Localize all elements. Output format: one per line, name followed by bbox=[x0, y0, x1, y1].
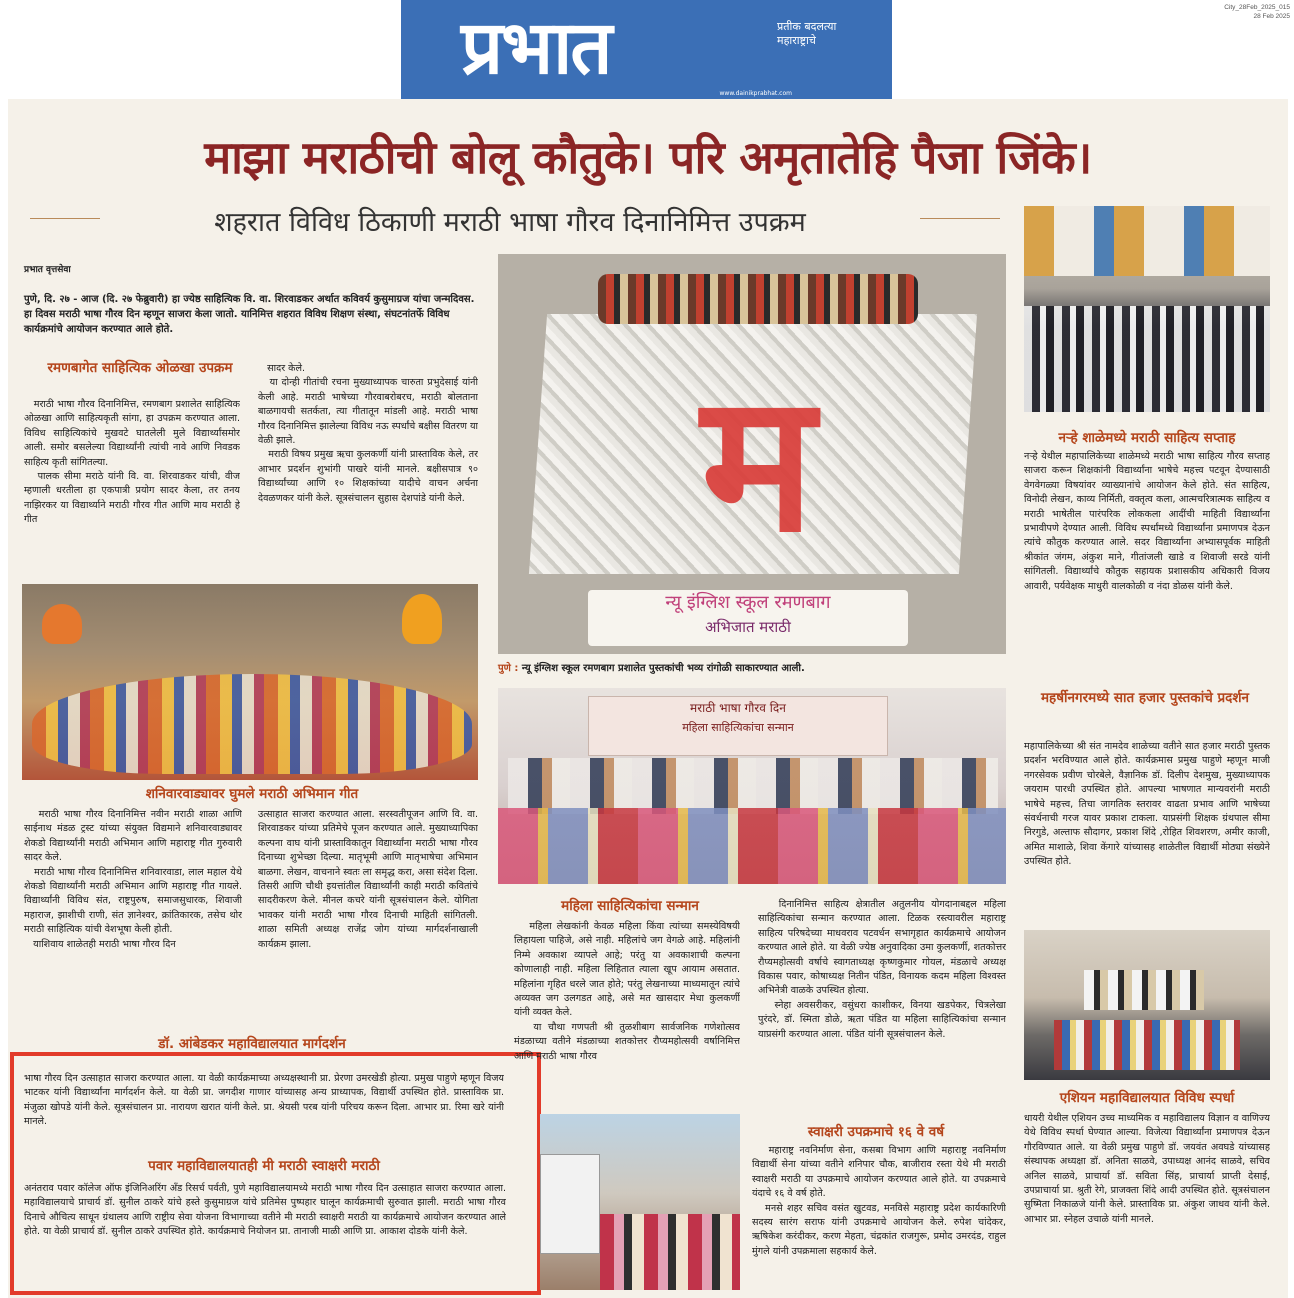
paragraph: मराठी भाषा गौरव दिनानिमित्त शनिवारवाडा, लाल महाल येथे शेकडो विद्यार्थ्यांनी मराठी अभिमान आणि महाराष्ट्र गीत गायले. विद्यार्थ्यांनी विविध संत, राष्ट्रपुरुष, समाजसुधारक, शिवाजी महाराज, झाशीची राणी, संत ज्ञानेश्वर, क्रांतिकारक, तसेच थोर मराठी साहित्यिक यांची वेशभूषा केली होती. bbox=[24, 866, 242, 936]
heading-nanhe: नऱ्हे शाळेमध्ये मराठी साहित्य सप्ताह bbox=[1058, 430, 1236, 446]
paragraph: याशिवाय शाळेतही मराठी भाषा गौरव दिन bbox=[24, 938, 176, 950]
banner-line1: न्यू इंग्लिश स्कूल रमणबाग bbox=[665, 592, 831, 613]
event-banner-top: मराठी भाषा गौरव दिन bbox=[690, 701, 786, 715]
byline: प्रभात वृत्तसेवा bbox=[24, 265, 71, 275]
guests-row bbox=[1084, 970, 1204, 1010]
paragraph: या दोन्ही गीतांची रचना मुख्याध्यापक चारुता प्रभुदेसाई यांनी केली आहे. मराठी भाषेच्या गौरवाबरोबरच, मराठी बोलताना बाळगायची सतर्कता, त्या गीतातून मांडली आहे. मराठी भाषा गौरव दिनानिमित्त झालेल्या विविध नऊ स्पर्धांचे बक्षीस वितरण या वेळी झाले. bbox=[258, 377, 478, 447]
heading-ramanbag: रमणबागेत साहित्यिक ओळखा उपक्रम bbox=[47, 360, 233, 376]
heading-mahila: महिला साहित्यिकांचा सन्मान bbox=[561, 898, 699, 914]
paragraph: सादर केले. bbox=[258, 363, 306, 374]
shaniwarwada-col2: उत्साहात साजरा करण्यात आला. सरस्वतीपूजन आणि वि. वा. शिरवाडकर यांच्या प्रतिमेचे पूजन करण्यात आले. मुख्याध्यापिका कल्पना वाघ यांनी प्रास्ताविकातून विद्यार्थ्यांना मराठी भाषा गौरव दिनाच्या शुभेच्छा दिल्या. मातृभूमी आणि मातृभाषेचा अभिमान बाळगा. लेखन, वाचनाने स्वतः ला समृद्ध करा, असा संदेश दिला. तिसरी आणि चौथी इयत्तांतील विद्यार्थ्यांनी काही मराठी कवितांचे सादरीकरण केले. मीनल कचरे यांनी सूत्रसंचालन केले. योगिता भावकर यांनी मराठी भाषा गौरव दिनाची माहिती सांगितली. शाळा समिती अध्यक्ष राजेंद्र जोग यांच्या मार्गदर्शनाखाली कार्यक्रम झाला. bbox=[258, 809, 478, 950]
student-group bbox=[32, 674, 472, 774]
nanhe-school-photo bbox=[1024, 206, 1270, 412]
paragraph: मराठी विषय प्रमुख ऋचा कुलकर्णी यांनी प्रास्ताविक केले, तर आभार प्रदर्शन शुभांगी पाखरे यांनी मानले. बक्षीसपात्र ९० विद्यार्थ्यांच्या आणि १० शिक्षकांच्या यादीचे वाचन अर्चना देवळणकर यांनी केले. सूत्रसंचालन सुहास देशपांडे यांनी केले. bbox=[258, 449, 478, 504]
ramanbag-col1 bbox=[24, 398, 240, 578]
mahila-event-photo bbox=[498, 688, 1006, 884]
heading-ambedkar: डॉ. आंबेडकर महाविद्यालयात मार्गदर्शन bbox=[158, 1036, 346, 1052]
ambedkar-body: भाषा गौरव दिन उत्साहात साजरा करण्यात आला. या वेळी कार्यक्रमाच्या अध्यक्षस्थानी प्रा. प्रेरणा उमरखेडी होत्या. प्रमुख पाहुणे म्हणून विजय भाटकर यांनी विद्यार्थ्यांना मार्गदर्शन केले. या वेळी प्रा. जगदीश गाणार यांच्यासह अन्य प्राध्यापक, विद्यार्थी उपस्थित होते. प्रास्ताविक प्रा. मंजुळा खोपडे यांनी केले. सूत्रसंचालन प्रा. नारायण खरात यांनी केले. प्रा. श्रेयसी परब यांनी परिचय करून दिला. आभार प्रा. रिमा खरे यांनी मानले. bbox=[24, 1073, 504, 1128]
heading-swakshari: स्वाक्षरी उपक्रमाचे १६ वे वर्ष bbox=[807, 1124, 945, 1140]
maharshi-body: महापालिकेच्या श्री संत नामदेव शाळेच्या वतीने सात हजार मराठी पुस्तक प्रदर्शन भरविण्यात आले होते. कार्यक्रमास प्रमुख पाहुणे म्हणून माजी नगरसेवक प्रवीण चोरबेले, वैज्ञानिक डॉ. दिलीप देशमुख, मुख्याध्यापक जयराम पारधी उपस्थित होते. आपल्या भाषणात मान्यवरांनी मराठी भाषेचे महत्त्व, तिचा जागतिक स्तरावर वाढता प्रभाव आणि भाषेच्या संवर्धनाची गरज यावर प्रकाश टाकला. याप्रसंगी शिक्षक ग्रंथपाल सीमा निरगुडे, अल्ताफ सौदागर, प्रकाश शिंदे ,रोहित शिवशरण, अमीर काजी, अमित माशाळे, शिवा केंगारे यांच्यासह शाळेतील विद्यार्थी मोठ्या संख्येने उपस्थित होते. bbox=[1024, 741, 1270, 868]
paragraph: पालक सीमा मराठे यांनी वि. वा. शिरवाडकर यांची, वीज म्हणाली धरतीला हा एकपात्री प्रयोग सादर केला, तर तनय नाझिरकर या विद्यार्थ्याने मराठी गौरव गीत आणि माय मराठी हे गीत bbox=[24, 471, 240, 526]
intro-paragraph: पुणे, दि. २७ - आज (दि. २७ फेब्रुवारी) हा ज्येष्ठ साहित्यिक वि. वा. शिरवाडकर अर्थात कविवर्य कुसुमाग्रज यांचा जन्मदिवस. हा दिवस मराठी भाषा गौरव दिन म्हणून साजरा केला जातो. यानिमित्त शहरात विविध शिक्षण संस्था, संघटनांतर्फे विविध कार्यक्रमांचे आयोजन करण्यात आले होते. bbox=[24, 294, 475, 335]
caption-place: पुणे : bbox=[498, 663, 519, 674]
paragraph: मराठी भाषा गौरव दिनानिमित्त नवीन मराठी शाळा आणि साईनाथ मंडळ ट्रस्ट यांच्या संयुक्त विद्यमाने शनिवारवाड्यावर शेकडो विद्यार्थ्यांनी मराठी अभिमान आणि महाराष्ट्र गीत गुरुवारी सादर केले. bbox=[24, 809, 242, 864]
masthead-title: प्रभात bbox=[461, 5, 611, 91]
flag-icon bbox=[42, 604, 82, 644]
book-stalls bbox=[1054, 1020, 1240, 1070]
seated-honorees bbox=[498, 808, 1006, 884]
signature-board bbox=[540, 1154, 600, 1254]
rangoli-photo bbox=[498, 254, 1006, 654]
main-headline: माझा मराठीची बोलू कौतुके। परि अमृतातेहि पैजा जिंके। bbox=[204, 131, 1092, 184]
mahila-col2 bbox=[758, 898, 1006, 1108]
highlight-box bbox=[10, 1052, 541, 1295]
paragraph: या चौथा गणपती श्री तुळशीबाग सार्वजनिक गणेशोत्सव मंडळाच्या वतीने मंडळाच्या शतकोत्तर रौप्यमहोत्सवी वर्षानिमित्त आणि मराठी भाषा गौरव bbox=[514, 1021, 740, 1062]
main-photo-caption bbox=[498, 660, 1006, 674]
heading-pawar: पवार महाविद्यालयातही मी मराठी स्वाक्षरी मराठी bbox=[148, 1158, 380, 1174]
banner-line2: अभिजात मराठी bbox=[705, 618, 791, 636]
shaniwarwada-col1 bbox=[24, 808, 242, 1026]
rangoli-banner bbox=[588, 590, 908, 646]
caption-text: न्यू इंग्लिश स्कूल रमणबाग प्रशालेत पुस्तकांची भव्य रांगोळी साकारण्यात आली. bbox=[521, 663, 805, 674]
masthead-tagline: प्रतीक बदलत्या महाराष्ट्राचे bbox=[777, 20, 837, 47]
paragraph: मनसे शहर सचिव वसंत खुटवड, मनविसे महाराष्ट्र प्रदेश कार्यकारिणी सदस्य सारंग सराफ यांनी उपक्रमाचे आयोजन केले. रुपेश चांदेकर, ऋषिकेश करंदीकर, करण मेहता, चंद्रकांत राजगुरू, प्रमोद उमरदंड, राहुल मुंगले यांनी उपक्रमाला सहकार्य केले. bbox=[752, 1202, 1006, 1257]
swakshari-body bbox=[752, 1144, 1006, 1286]
paragraph: महाराष्ट्र नवनिर्माण सेना, कसबा विभाग आणि महाराष्ट्र नवनिर्माण विद्यार्थी सेना यांच्या वतीने शनिपार चौक, बाजीराव रस्ता येथे मी मराठी स्वाक्षरी मराठी या उपक्रमाचे आयोजन करण्यात आले होते. या उपक्रमाचे यंदाचे १६ वे वर्ष होते. bbox=[752, 1145, 1006, 1200]
nanhe-body: नऱ्हे येथील महापालिकेच्या शाळेमध्ये मराठी भाषा साहित्य गौरव सप्ताह साजरा करून शिक्षकांनी विद्यार्थ्यांना भाषेचे महत्त्व पटवून देण्यासाठी वेगवेगळ्या विषयांवर व्याख्यानांचे आयोजन केले होते. संत साहित्य, विनोदी लेखन, काव्य निर्मिती, वक्तृत्व कला, आत्मचरित्रात्मक साहित्य व मराठी भाषेतील पारंपरिक लोककला आदींची माहिती विद्यार्थ्यांना प्रभावीपणे देण्यात आली. विविध स्पर्धांमध्ये विद्यार्थ्यांना प्रमाणपत्र देऊन त्यांचे कौतुक करण्यात आले. सदर विद्यार्थ्यांना अभ्यासपूर्वक माहिती श्रीकांत जंगम, अंकुश माने, गीतांजली खाडे व शिवाजी सरडे यांनी सांगितली. विद्यार्थ्यांचे कौतुक सहायक प्रशासकीय अधिकारी विजय आवारी, पर्यवेक्षक माधुरी वालकोळी व नंदा डोळस यांनी केले. bbox=[1024, 451, 1270, 592]
masthead bbox=[401, 0, 892, 99]
rangoli-letter: म bbox=[701, 353, 815, 574]
teachers-group bbox=[598, 274, 918, 324]
heading-asian: एशियन महाविद्यालयात विविध स्पर्धा bbox=[1059, 1090, 1235, 1106]
paragraph: दिनानिमित्त साहित्य क्षेत्रातील अतुलनीय योगदानाबद्दल महिला साहित्यिकांचा सन्मान करण्यात आला. टिळक रस्त्यावरील महाराष्ट्र साहित्य परिषदेच्या माधवराव पटवर्धन सभागृहात कार्यक्रमाचे आयोजन करण्यात आले होते. या वेळी ज्येष्ठ अनुवादिका उमा कुलकर्णी, शतकोत्तर रौप्यमहोत्सवी वर्षाचे स्वागताध्यक्ष कृष्णकुमार गोयल, मंडळाचे अध्यक्ष विकास पवार, कोषाध्यक्ष नितीन पंडित, विनायक कदम महिला विश्वस्त अभिनेत्री वाळके उपस्थित होत्या. bbox=[758, 899, 1006, 997]
school-wall bbox=[1024, 206, 1270, 276]
edition-date: 28 Feb 2025 bbox=[1253, 13, 1290, 20]
masthead-website: www.dainikprabhat.com bbox=[719, 90, 792, 97]
paragraph: मराठी भाषा गौरव दिनानिमित्त, रमणबाग प्रशालेत साहित्यिक ओळखा आणि साहित्यकृती सांगा, हा उपक्रम करण्यात आला. विविध साहित्यिकांचे मुखवटे घातलेली मुले विद्यार्थ्यांसमोर आली. समोर बसलेल्या विद्यार्थ्यांनी त्यांची नावे आणि निवडक साहित्य कृती सांगितल्या. bbox=[24, 399, 240, 468]
edition-code: City_28Feb_2025_015 bbox=[1224, 4, 1290, 11]
paragraph: स्नेहा अवसरीकर, वसुंधरा काशीकर, विनया खडपेकर, चित्रलेखा पुरंदरे, डॉ. स्मिता डोळे, ऋता पंडित या महिला साहित्यिकांचा सन्मान याप्रसंगी करण्यात आला. पंडित यांनी सूत्रसंचालन केले. bbox=[758, 999, 1006, 1040]
asian-body: धायरी येथील एशियन उच्च माध्यमिक व महाविद्यालय विज्ञान व वाणिज्य येथे विविध स्पर्धा घेण्यात आल्या. विजेत्या विद्यार्थ्यांना प्रमाणपत्र देऊन गौरविण्यात आले. या वेळी प्रमुख पाहुणे डॉ. जयवंत अवघडे यांच्यासह संस्थापक अध्यक्षा डॉ. अनिता साळवे, उपाध्यक्ष आनंद साळवे, सचिव अनिल साळवे, प्राचार्या डॉ. सविता सिंह, प्राचार्या प्राप्ती देसाई, उपप्राचार्या प्रा. श्रुती रेगे, प्राजक्ता शिंदे आदी उपस्थित होते. सूत्रसंचालन सुष्मिता निकाळजे यांनी केले. प्रास्ताविक प्रा. अंकुश जाधव यांनी केले. आभार प्रा. स्नेहल उचाळे यांनी मानले. bbox=[1024, 1113, 1270, 1225]
event-banner bbox=[588, 696, 888, 756]
event-banner-sub: महिला साहित्यिकांचा सन्मान bbox=[682, 721, 794, 734]
standing-guests bbox=[508, 758, 998, 814]
heading-shaniwarwada: शनिवारवाड्यावर घुमले मराठी अभिमान गीत bbox=[145, 786, 359, 802]
subhead-rule-right bbox=[920, 218, 1000, 219]
pawar-body: अनंतराव पवार कॉलेज ऑफ इंजिनिअरिंग अँड रिसर्च पर्वती, पुणे महाविद्यालयामध्ये मराठी भाषा गौरव दिन उत्साहात साजरा करण्यात आला. महाविद्यालयाचे प्राचार्य डॉ. सुनील ठाकरे यांचे हस्ते कुसुमाग्रज यांचे प्रतिमेस पुष्पहार घालून कार्यक्रमाची सुरुवात झाली. मराठी भाषा गौरव दिनाचे औचित्य साधून ग्रंथालय आणि राष्ट्रीय सेवा योजना विभागाच्या वतीने मी मराठी स्वाक्षरी मराठी या कार्यक्रमाचे आयोजन करण्यात आले होते. या वेळी प्राचार्य डॉ. सुनील ठाकरे उपस्थित होते. कार्यक्रमाचे नियोजन प्रा. तानाजी माळी आणि प्रा. आकाश दोडके यांनी केले. bbox=[24, 1183, 506, 1238]
book-exhibition-photo bbox=[1024, 930, 1270, 1080]
paragraph: महिला लेखकांनी केवळ महिला किंवा त्यांच्या समस्येविषयी लिहायला पाहिजे, असे नाही. महिलांचे जग वेगळे आहे. महिलांनी निम्मे अवकाश व्यापले आहे; परंतु या अवकाशाची कल्पना कोणालाही नाही. महिला लिहितात त्याला खूप आयाम असतात. महिलांना गृहित धरले जात होते; परंतु लेखनाच्या माध्यमातून त्यांचे अव्यक्त जग उलगडत आहे, असे मत खासदार मेधा कुलकर्णी यांनी व्यक्त केले. bbox=[514, 921, 740, 1019]
students-seated bbox=[1024, 306, 1270, 412]
ramanbag-col2 bbox=[258, 362, 478, 574]
signatories-group bbox=[600, 1214, 740, 1290]
sub-headline: शहरात विविध ठिकाणी मराठी भाषा गौरव दिनानिमित्त उपक्रम bbox=[214, 207, 806, 238]
signature-campaign-photo bbox=[540, 1114, 740, 1290]
subhead-rule-left bbox=[30, 218, 100, 219]
mahila-col1 bbox=[514, 920, 740, 1108]
heading-maharshi: महर्षीनगरमध्ये सात हजार पुस्तकांचे प्रदर्शन bbox=[1040, 690, 1250, 706]
shaniwarwada-photo bbox=[22, 584, 478, 780]
garland-icon bbox=[402, 594, 442, 644]
